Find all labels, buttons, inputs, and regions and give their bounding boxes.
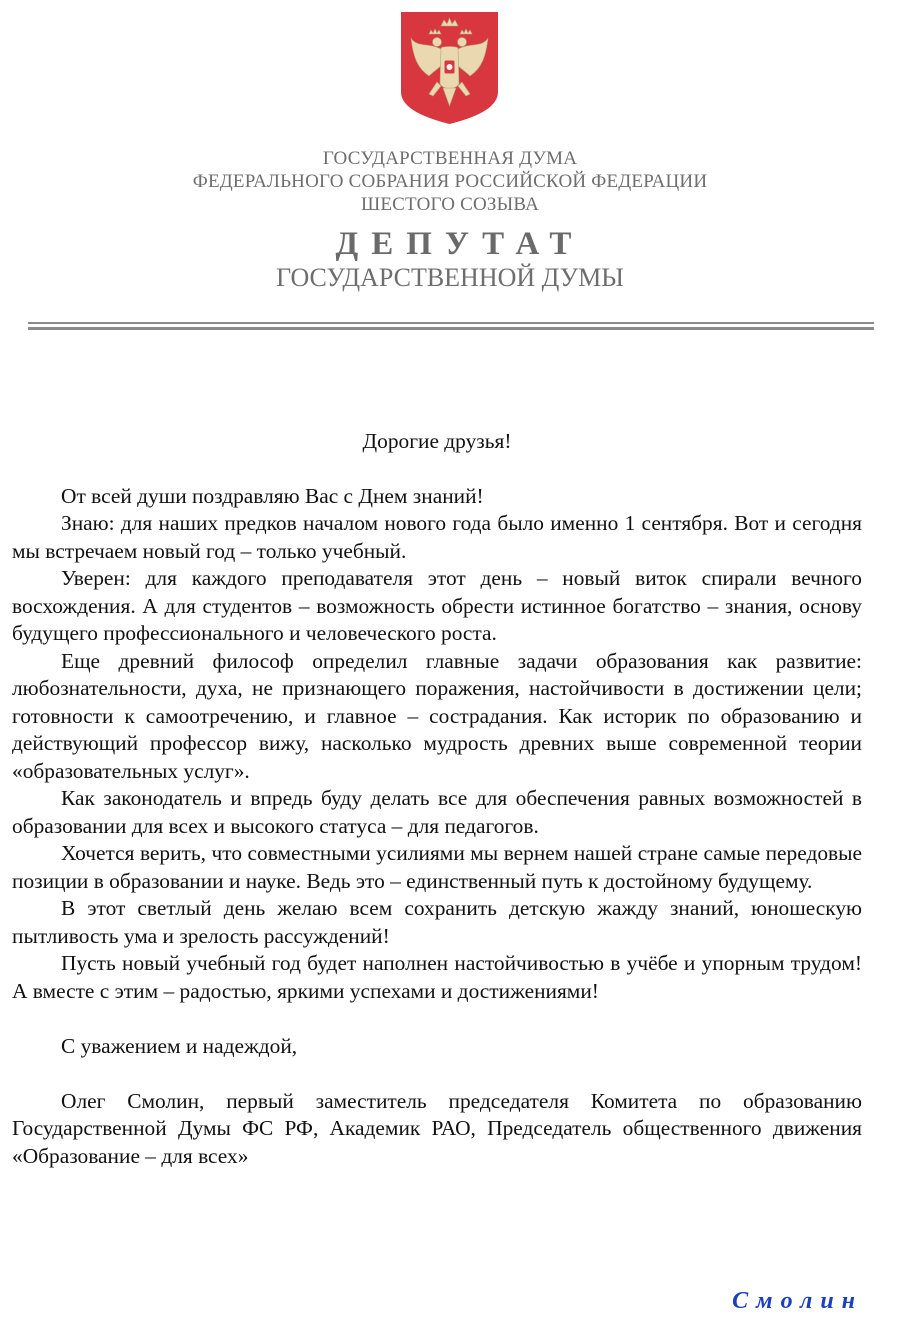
letterhead-organization <box>0 147 900 216</box>
org-line-2: ФЕДЕРАЛЬНОГО СОБРАНИЯ РОССИЙСКОЙ ФЕДЕРАЦИИ <box>192 171 708 192</box>
org-line-1: ГОСУДАРСТВЕННАЯ ДУМА <box>322 148 578 169</box>
paragraph: В этот светлый день желаю всем сохранить детскую жажду знаний, юношескую пытливость ума и зрелость рассуждений! <box>12 896 862 948</box>
paragraph: Уверен: для каждого преподавателя этот день – новый виток спирали вечного восхождения. А для студентов – возможность обрести истинное богатство – знания, основу будущего профессионального и человеческого роста. <box>12 566 862 645</box>
closing: С уважением и надеждой, <box>61 1033 298 1058</box>
paragraph: От всей души поздравляю Вас с Днем знаний! <box>61 483 484 508</box>
header-rule-thin <box>28 322 874 324</box>
signature: Смолин <box>732 1288 863 1314</box>
org-line-3: ШЕСТОГО СОЗЫВА <box>361 194 539 215</box>
paragraph: Хочется верить, что совместными усилиями мы вернем нашей стране самые передовые позиции в образовании и науке. Ведь это – единственный путь к достойному будущему. <box>12 841 862 893</box>
greeting: Дорогие друзья! <box>362 429 512 453</box>
header-rule-thick <box>28 327 874 330</box>
letter-body <box>12 428 862 1170</box>
paragraph: Знаю: для наших предков началом нового года было именно 1 сентября. Вот и сегодня мы встречаем новый год – только учебный. <box>12 511 862 563</box>
letterhead-title: ДЕПУТАТ <box>335 226 585 262</box>
paragraph: Еще древний философ определил главные задачи образования как развитие: любознательности, духа, не признающего поражения, настойчивости в достижении цели; готовности к самоотречению, и главное – сострадания. Как историк по образованию и действующий профессор вижу, насколько мудрость древних выше современной теории «образовательных услуг». <box>12 648 862 783</box>
paragraph: Пусть новый учебный год будет наполнен настойчивостью в учёбе и упорным трудом! А вместе с этим – радостью, яркими успехами и достижениями! <box>12 951 862 1003</box>
russian-coat-of-arms-icon <box>399 12 500 124</box>
letterhead-subtitle: ГОСУДАРСТВЕННОЙ ДУМЫ <box>276 263 624 292</box>
author-line: Олег Смолин, первый заместитель председателя Комитета по образованию Государственной Думы ФС РФ, Академик РАО, Председатель общественного движения «Образование – для всех» <box>12 1088 862 1168</box>
paragraph: Как законодатель и впредь буду делать все для обеспечения равных возможностей в образовании для всех и высокого статуса – для педагогов. <box>12 786 862 838</box>
